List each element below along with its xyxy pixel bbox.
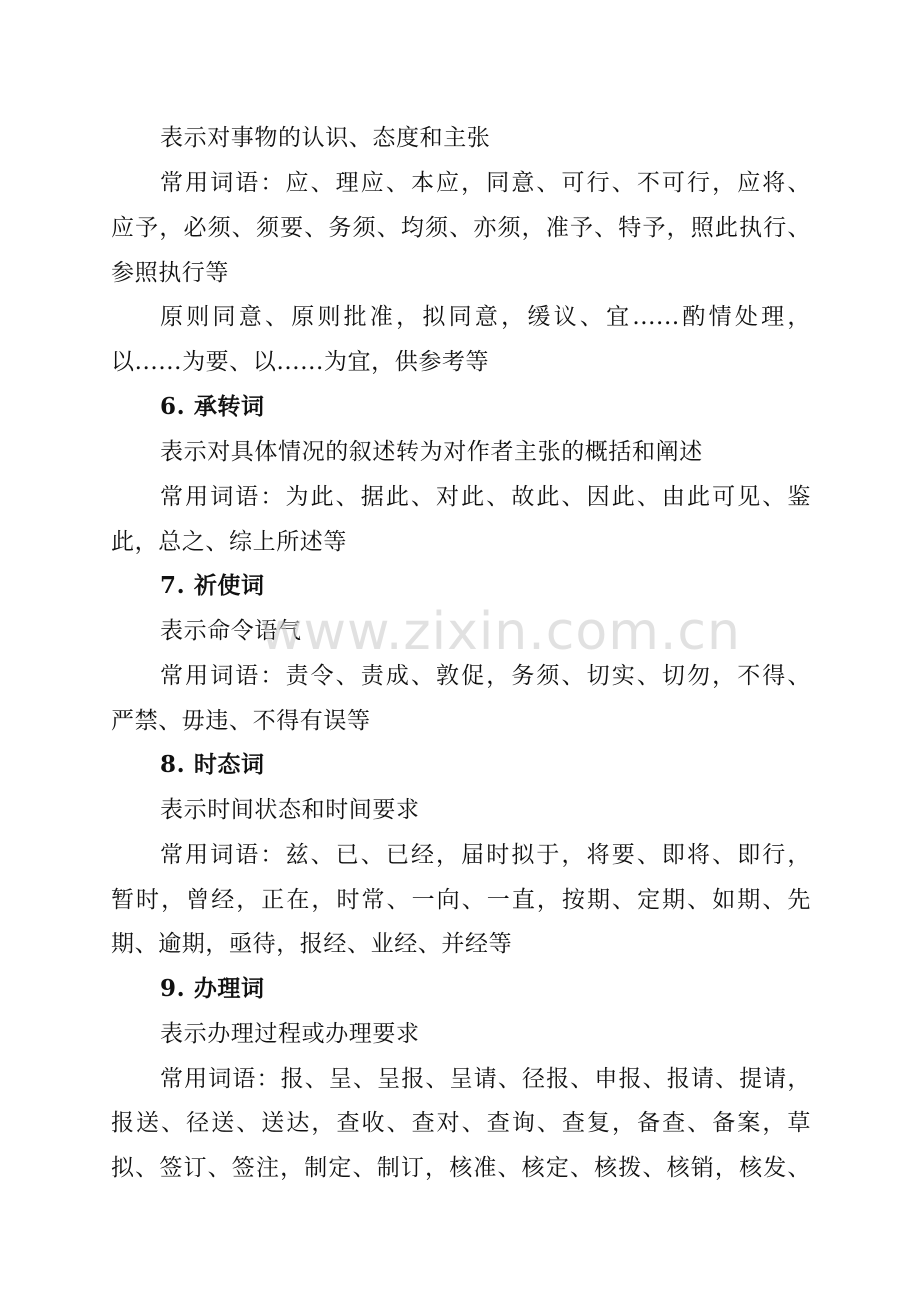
section-7-heading: 7. 祈使词 xyxy=(160,572,265,599)
paragraph-a-usage-line-1: 常用词语：应、理应、本应，同意、可行、不可行，应将、 xyxy=(160,170,811,196)
section-7-usage-line-2: 严禁、毋违、不得有误等 xyxy=(111,708,371,734)
section-6-description: 表示对具体情况的叙述转为对作者主张的概括和阐述 xyxy=(160,439,703,465)
section-9-usage-line-1: 常用词语：报、呈、呈报、呈请、径报、申报、报请、提请， xyxy=(160,1066,811,1092)
site-watermark: www.zixin.com.cn xyxy=(260,602,741,662)
section-8-usage-line-1: 常用词语：兹、已、已经，届时拟于，将要、即将、即行， xyxy=(160,842,811,868)
section-9-description: 表示办理过程或办理要求 xyxy=(160,1021,420,1047)
section-7-description: 表示命令语气 xyxy=(160,618,302,644)
section-6-heading: 6. 承转词 xyxy=(160,393,265,420)
section-9-heading: 9. 办理词 xyxy=(160,975,265,1002)
paragraph-a-usage-line-2: 应予，必须、须要、务须、均须、亦须，准予、特予，照此执行、 xyxy=(111,215,811,241)
paragraph-a-extra-line-1: 原则同意、原则批准，拟同意，缓议、宜......酌情处理， xyxy=(160,304,811,330)
section-7-usage-line-1: 常用词语：责令、责成、敦促，务须、切实、切勿，不得、 xyxy=(160,663,811,689)
section-8-heading: 8. 时态词 xyxy=(160,751,265,778)
section-6-usage-line-1: 常用词语：为此、据此、对此、故此、因此、由此可见、鉴 xyxy=(160,484,811,510)
section-9-usage-line-3: 拟、签订、签注，制定、制订，核准、核定、核拨、核销，核发、 xyxy=(111,1155,811,1181)
paragraph-a-description: 表示对事物的认识、态度和主张 xyxy=(160,125,491,151)
section-6-usage-line-2: 此，总之、综上所述等 xyxy=(111,529,347,555)
paragraph-a-usage-line-3: 参照执行等 xyxy=(111,260,229,286)
section-9-usage-line-2: 报送、径送、送达，查收、查对、查询、查复，备查、备案，草 xyxy=(111,1110,811,1136)
section-8-description: 表示时间状态和时间要求 xyxy=(160,797,420,823)
section-8-usage-line-3: 期、逾期，亟待，报经、业经、并经等 xyxy=(111,931,513,957)
paragraph-a-extra-line-2: 以......为要、以......为宜，供参考等 xyxy=(111,349,490,375)
section-8-usage-line-2: 暂时，曾经，正在，时常、一向、一直，按期、定期、如期、先 xyxy=(111,887,811,913)
